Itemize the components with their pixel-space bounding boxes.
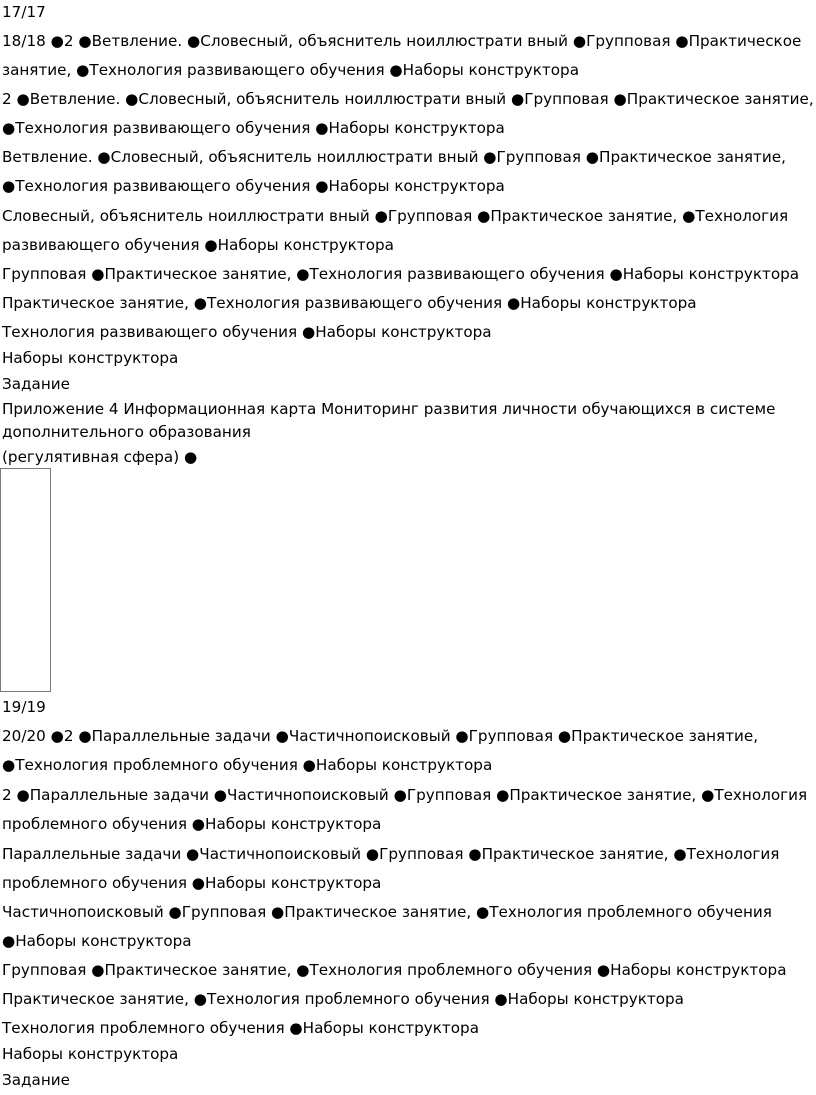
text-line: Практическое занятие, ●Технология развивающего обучения ●Наборы конструктора	[2, 294, 697, 312]
text-line: развивающего обучения ●Наборы конструктора	[2, 236, 394, 254]
text-line: Наборы конструктора	[2, 349, 179, 367]
text-line: Ветвление. ●Словесный, объяснитель ноиллюстрати вный ●Групповая ●Практическое занятие,	[2, 148, 786, 166]
text-line: проблемного обучения ●Наборы конструктора	[2, 815, 382, 833]
text-line: 20/20 ●2 ●Параллельные задачи ●Частичнопоисковый ●Групповая ●Практическое занятие,	[2, 727, 759, 745]
text-line: Практическое занятие, ●Технология проблемного обучения ●Наборы конструктора	[2, 990, 684, 1008]
text-line: Технология развивающего обучения ●Наборы конструктора	[2, 323, 492, 341]
page-counter: 17/17	[2, 3, 46, 21]
section-heading: Задание	[2, 375, 70, 393]
text-line: Параллельные задачи ●Частичнопоисковый ●Групповая ●Практическое занятие, ●Технология	[2, 845, 780, 863]
text-line: Технология проблемного обучения ●Наборы конструктора	[2, 1019, 480, 1037]
text-line: Словесный, объяснитель ноиллюстрати вный ●Групповая ●Практическое занятие, ●Технология	[2, 207, 789, 225]
section-heading: Задание	[2, 1071, 70, 1089]
text-line: Групповая ●Практическое занятие, ●Технология проблемного обучения ●Наборы конструктора	[2, 961, 787, 979]
appendix-title-cont: дополнительного образования	[2, 423, 251, 441]
text-line: ●Технология проблемного обучения ●Наборы конструктора	[2, 756, 493, 774]
text-line: 2 ●Параллельные задачи ●Частичнопоисковый ●Групповая ●Практическое занятие, ●Технология	[2, 786, 808, 804]
text-line: Наборы конструктора	[2, 1045, 179, 1063]
appendix-subtitle: (регулятивная сфера) ●	[2, 448, 198, 466]
text-line: Групповая ●Практическое занятие, ●Технология развивающего обучения ●Наборы конструктора	[2, 265, 800, 283]
text-line: 18/18 ●2 ●Ветвление. ●Словесный, объяснитель ноиллюстрати вный ●Групповая ●Практическое	[2, 32, 802, 50]
text-line: Частичнопоисковый ●Групповая ●Практическое занятие, ●Технология проблемного обучения	[2, 903, 772, 921]
text-line: ●Технология развивающего обучения ●Наборы конструктора	[2, 119, 505, 137]
text-line: занятие, ●Технология развивающего обучения ●Наборы конструктора	[2, 61, 579, 79]
appendix-title: Приложение 4 Информационная карта Мониторинг развития личности обучающихся в системе	[2, 400, 776, 418]
text-line: проблемного обучения ●Наборы конструктора	[2, 874, 382, 892]
text-line: ●Технология развивающего обучения ●Наборы конструктора	[2, 177, 505, 195]
image-placeholder-frame	[0, 468, 51, 692]
page-counter: 19/19	[2, 698, 46, 716]
text-line: 2 ●Ветвление. ●Словесный, объяснитель ноиллюстрати вный ●Групповая ●Практическое занятие,	[2, 90, 814, 108]
text-line: ●Наборы конструктора	[2, 932, 192, 950]
